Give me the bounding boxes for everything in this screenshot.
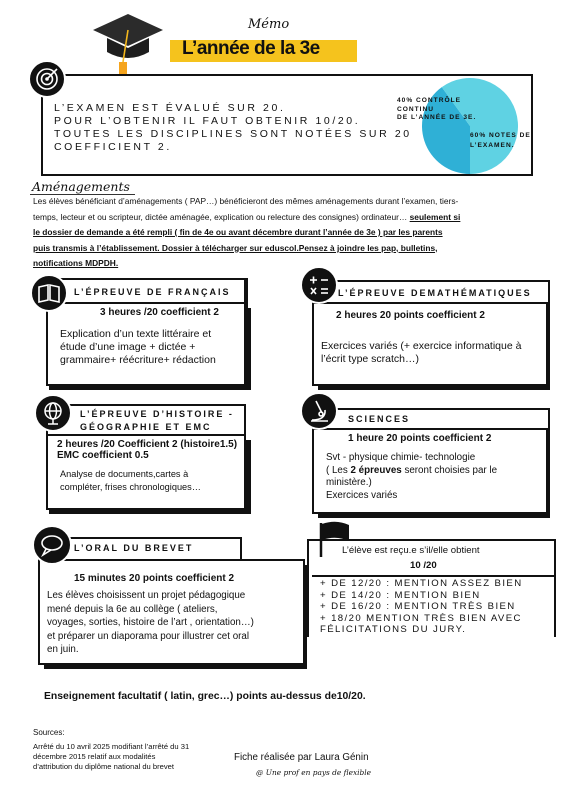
mentions-intro: L’élève est reçu.e s’il/elle obtient xyxy=(342,545,480,556)
maths-subtitle: 2 heures 20 points coefficient 2 xyxy=(336,310,485,321)
histoire-description: Analyse de documents,cartes à compléter, frises chronologiques… xyxy=(60,469,201,492)
histoire-title: L’ÉPREUVE D’HISTOIRE - GÉOGRAPHIE ET EMC xyxy=(80,409,234,432)
memo-label: Mémo xyxy=(248,17,290,32)
amenagements-title: Aménagements xyxy=(32,179,130,194)
oral-subtitle: 15 minutes 20 points coefficient 2 xyxy=(74,573,235,584)
facultatif-note: Enseignement facultatif ( latin, grec…) points au-dessus de10/20. xyxy=(44,691,366,702)
mentions-list: + DE 12/20 : MENTION ASSEZ BIEN + DE 14/20 : MENTION BIEN + DE 16/20 : MENTION TRÈS BIEN + 18/20 MENTION TRÈS BIEN AVEC FÉLICITATIONS DU JURY. xyxy=(320,578,523,635)
francais-subtitle: 3 heures /20 coefficient 2 xyxy=(100,307,219,318)
credit-author: Fiche réalisée par Laura Génin xyxy=(234,752,369,763)
amenagements-paragraph: Les élèves bénéficiant d’aménagements ( PAP…) bénéficieront des mêmes aménagements durant l’examen, tiers- temps, lecteur et ou scripteur, dictée aménagée, explication ou relecture des consignes) ordinateur… seulement si le dossier de demande a été rempli ( fin de 4e ou avant décembre durant l’année de 3e ) par les parents puis transmis à l’établissement. Dossier à télécharger sur eduscol.Pensez à joindre les pap, bulletins, notifications MDPDH. xyxy=(33,196,461,268)
book-icon xyxy=(30,274,68,312)
sources-text: Arrêté du 10 avril 2025 modifiant l’arrêté du 31 décembre 2015 relatif aux modalités d’attribution du diplôme national du brevet xyxy=(33,742,190,771)
pie-label-examen: 60% NOTES DE L’EXAMEN. xyxy=(470,132,531,149)
globe-icon xyxy=(34,394,72,432)
oral-description: Les élèves choisissent un projet pédagogique mené depuis la 6e au collège ( ateliers, voyages, sorties, histoire de l’art , orientation…) et préparer un diaporama pour illustrer cet oral en juin. xyxy=(47,590,254,655)
exam-pie-chart xyxy=(420,76,520,176)
maths-title: L’ÉPREUVE DEMATHÉMATIQUES xyxy=(338,288,532,298)
page-title: L’année de la 3e xyxy=(182,38,320,59)
maths-description: Exercices variés (+ exercice informatique à l’écrit type scratch…) xyxy=(321,340,522,365)
sciences-description: Svt - physique chimie- technologie ( Les 2 épreuves seront choisies par le ministère.) Exercices variés xyxy=(326,452,498,501)
mentions-divider xyxy=(312,575,554,577)
credit-handle: @ Une prof en pays de flexible xyxy=(256,768,371,777)
target-icon xyxy=(28,60,66,98)
histoire-subtitle: 2 heures /20 Coefficient 2 (histoire1.5) EMC coefficient 0.5 xyxy=(57,439,238,461)
sciences-subtitle: 1 heure 20 points coefficient 2 xyxy=(348,433,492,444)
microscope-icon xyxy=(300,392,338,430)
math-operators-icon xyxy=(300,266,338,304)
exam-text: L’EXAMEN EST ÉVALUÉ SUR 20. POUR L’OBTENIR IL FAUT OBTENIR 10/20. TOUTES LES DISCIPLINES SONT NOTÉES SUR 20 COEFFICIENT 2. xyxy=(54,102,412,153)
speech-bubble-icon xyxy=(32,525,72,565)
oral-title: L’ORAL DU BREVET xyxy=(74,543,194,553)
sources-label: Sources: xyxy=(33,728,65,737)
sciences-title: SCIENCES xyxy=(348,414,411,424)
pie-label-controle: 40% CONTRÔLE CONTINU DE L’ANNÉE DE 3E. xyxy=(397,97,477,121)
francais-description: Explication d’un texte littéraire et étude d’une image + dictée + grammaire+ réécriture+ rédaction xyxy=(60,328,216,366)
mentions-seuil: 10 /20 xyxy=(410,560,437,571)
francais-title: L’ÉPREUVE DE FRANÇAIS xyxy=(74,287,231,297)
